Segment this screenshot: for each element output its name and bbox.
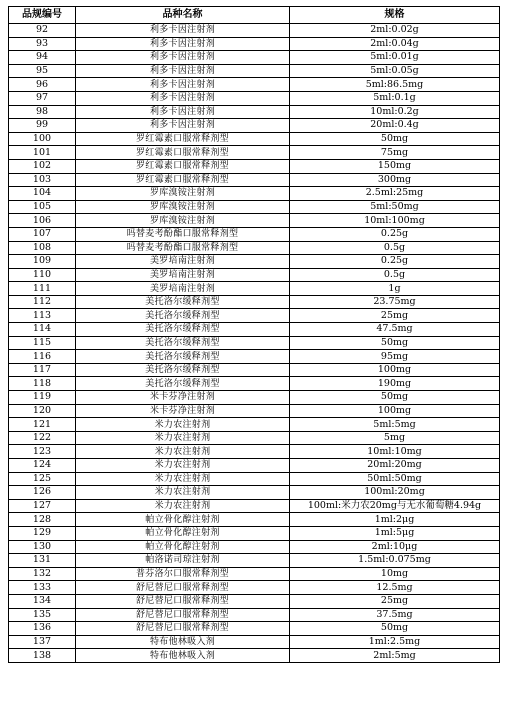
table-row <box>9 649 500 663</box>
cell-name: 利多卡因注射剂 <box>76 24 290 38</box>
cell-spec: 10ml:0.2g <box>290 105 500 119</box>
table-row <box>9 581 500 595</box>
cell-name: 特布他林吸入剂 <box>76 649 290 663</box>
cell-spec: 1g <box>290 282 500 296</box>
cell-spec: 5ml:0.05g <box>290 64 500 78</box>
cell-spec: 2.5ml:25mg <box>290 187 500 201</box>
table-row <box>9 567 500 581</box>
cell-code: 123 <box>9 445 76 459</box>
cell-name: 舒尼替尼口服常释剂型 <box>76 608 290 622</box>
cell-spec: 37.5mg <box>290 608 500 622</box>
cell-name: 罗库溴铵注射剂 <box>76 200 290 214</box>
table-row <box>9 146 500 160</box>
cell-name: 美罗培南注射剂 <box>76 282 290 296</box>
table-row <box>9 173 500 187</box>
cell-code: 134 <box>9 594 76 608</box>
cell-code: 131 <box>9 554 76 568</box>
cell-spec: 0.25g <box>290 227 500 241</box>
cell-code: 121 <box>9 418 76 432</box>
cell-code: 95 <box>9 64 76 78</box>
cell-spec: 5ml:86.5mg <box>290 78 500 92</box>
cell-spec: 25mg <box>290 594 500 608</box>
cell-name: 美托洛尔缓释剂型 <box>76 295 290 309</box>
table-row <box>9 472 500 486</box>
cell-name: 美托洛尔缓释剂型 <box>76 363 290 377</box>
cell-spec: 5ml:5mg <box>290 418 500 432</box>
cell-code: 113 <box>9 309 76 323</box>
cell-spec: 5mg <box>290 431 500 445</box>
cell-name: 帕洛诺司琼注射剂 <box>76 554 290 568</box>
cell-spec: 1.5ml:0.075mg <box>290 554 500 568</box>
cell-code: 136 <box>9 622 76 636</box>
cell-spec: 10ml:100mg <box>290 214 500 228</box>
cell-spec: 1ml:2.5mg <box>290 635 500 649</box>
table-row <box>9 64 500 78</box>
cell-code: 94 <box>9 51 76 65</box>
cell-code: 127 <box>9 499 76 513</box>
cell-spec: 100mg <box>290 363 500 377</box>
table-row <box>9 214 500 228</box>
table-row <box>9 91 500 105</box>
cell-spec: 50mg <box>290 132 500 146</box>
table-row <box>9 159 500 173</box>
table-row <box>9 459 500 473</box>
cell-code: 124 <box>9 459 76 473</box>
table-row <box>9 486 500 500</box>
cell-spec: 2ml:0.04g <box>290 37 500 51</box>
cell-name: 美罗培南注射剂 <box>76 268 290 282</box>
cell-spec: 47.5mg <box>290 323 500 337</box>
cell-spec: 95mg <box>290 350 500 364</box>
cell-name: 米卡芬净注射剂 <box>76 391 290 405</box>
cell-code: 119 <box>9 391 76 405</box>
header-name: 品种名称 <box>76 7 290 24</box>
table-row <box>9 391 500 405</box>
cell-code: 129 <box>9 526 76 540</box>
cell-spec: 5ml:0.1g <box>290 91 500 105</box>
cell-spec: 0.25g <box>290 255 500 269</box>
cell-code: 132 <box>9 567 76 581</box>
cell-spec: 10mg <box>290 567 500 581</box>
cell-spec: 5ml:50mg <box>290 200 500 214</box>
drug-spec-table <box>8 6 500 663</box>
cell-spec: 100ml:20mg <box>290 486 500 500</box>
cell-name: 美托洛尔缓释剂型 <box>76 323 290 337</box>
cell-code: 96 <box>9 78 76 92</box>
cell-spec: 50ml:50mg <box>290 472 500 486</box>
table-row <box>9 513 500 527</box>
table-row <box>9 526 500 540</box>
table-row <box>9 187 500 201</box>
cell-code: 126 <box>9 486 76 500</box>
cell-name: 米卡芬净注射剂 <box>76 404 290 418</box>
table-row <box>9 255 500 269</box>
cell-spec: 1ml:5μg <box>290 526 500 540</box>
cell-spec: 1ml:2μg <box>290 513 500 527</box>
table-row <box>9 540 500 554</box>
table-row <box>9 404 500 418</box>
cell-spec: 75mg <box>290 146 500 160</box>
table-row <box>9 594 500 608</box>
cell-name: 米力农注射剂 <box>76 486 290 500</box>
table-row <box>9 37 500 51</box>
cell-name: 普芬洛尔口服常释剂型 <box>76 567 290 581</box>
cell-code: 108 <box>9 241 76 255</box>
header-spec: 规格 <box>290 7 500 24</box>
cell-name: 利多卡因注射剂 <box>76 91 290 105</box>
cell-code: 99 <box>9 119 76 133</box>
cell-code: 110 <box>9 268 76 282</box>
cell-name: 利多卡因注射剂 <box>76 78 290 92</box>
table-row <box>9 227 500 241</box>
table-row <box>9 554 500 568</box>
cell-name: 舒尼替尼口服常释剂型 <box>76 581 290 595</box>
cell-code: 100 <box>9 132 76 146</box>
table-body <box>9 24 500 663</box>
cell-name: 米力农注射剂 <box>76 459 290 473</box>
cell-code: 114 <box>9 323 76 337</box>
table-row <box>9 309 500 323</box>
cell-name: 美托洛尔缓释剂型 <box>76 336 290 350</box>
cell-name: 美托洛尔缓释剂型 <box>76 350 290 364</box>
cell-name: 舒尼替尼口服常释剂型 <box>76 622 290 636</box>
table-row <box>9 377 500 391</box>
cell-name: 利多卡因注射剂 <box>76 105 290 119</box>
cell-name: 利多卡因注射剂 <box>76 51 290 65</box>
cell-spec: 20ml:0.4g <box>290 119 500 133</box>
table-row <box>9 24 500 38</box>
drug-spec-table-sheet <box>8 6 499 663</box>
cell-spec: 10ml:10mg <box>290 445 500 459</box>
cell-name: 美托洛尔缓释剂型 <box>76 377 290 391</box>
cell-code: 112 <box>9 295 76 309</box>
cell-spec: 50mg <box>290 336 500 350</box>
cell-code: 133 <box>9 581 76 595</box>
table-row <box>9 635 500 649</box>
cell-code: 111 <box>9 282 76 296</box>
cell-name: 罗红霉素口服常释剂型 <box>76 146 290 160</box>
cell-code: 130 <box>9 540 76 554</box>
cell-name: 吗替麦考酚酯口服常释剂型 <box>76 241 290 255</box>
cell-name: 罗库溴铵注射剂 <box>76 214 290 228</box>
table-row <box>9 336 500 350</box>
cell-name: 罗红霉素口服常释剂型 <box>76 132 290 146</box>
cell-spec: 20ml:20mg <box>290 459 500 473</box>
cell-spec: 190mg <box>290 377 500 391</box>
cell-spec: 25mg <box>290 309 500 323</box>
cell-spec: 2ml:0.02g <box>290 24 500 38</box>
table-row <box>9 445 500 459</box>
cell-spec: 2ml:10μg <box>290 540 500 554</box>
cell-code: 105 <box>9 200 76 214</box>
table-row <box>9 499 500 513</box>
cell-code: 109 <box>9 255 76 269</box>
cell-code: 101 <box>9 146 76 160</box>
cell-code: 137 <box>9 635 76 649</box>
cell-code: 106 <box>9 214 76 228</box>
cell-name: 米力农注射剂 <box>76 499 290 513</box>
cell-spec: 0.5g <box>290 268 500 282</box>
cell-name: 米力农注射剂 <box>76 445 290 459</box>
cell-spec: 300mg <box>290 173 500 187</box>
table-row <box>9 105 500 119</box>
cell-name: 帕立骨化醇注射剂 <box>76 513 290 527</box>
cell-name: 美罗培南注射剂 <box>76 255 290 269</box>
table-header <box>9 7 500 24</box>
cell-name: 特布他林吸入剂 <box>76 635 290 649</box>
cell-code: 117 <box>9 363 76 377</box>
cell-code: 122 <box>9 431 76 445</box>
cell-spec: 150mg <box>290 159 500 173</box>
cell-name: 利多卡因注射剂 <box>76 64 290 78</box>
cell-code: 104 <box>9 187 76 201</box>
cell-name: 米力农注射剂 <box>76 418 290 432</box>
cell-name: 帕立骨化醇注射剂 <box>76 526 290 540</box>
header-row <box>9 7 500 24</box>
cell-spec: 12.5mg <box>290 581 500 595</box>
cell-name: 舒尼替尼口服常释剂型 <box>76 594 290 608</box>
cell-code: 107 <box>9 227 76 241</box>
cell-code: 103 <box>9 173 76 187</box>
cell-name: 罗库溴铵注射剂 <box>76 187 290 201</box>
table-row <box>9 282 500 296</box>
cell-code: 102 <box>9 159 76 173</box>
cell-spec: 100ml:米力农20mg与无水葡萄糖4.94g <box>290 499 500 513</box>
cell-code: 138 <box>9 649 76 663</box>
table-row <box>9 622 500 636</box>
cell-code: 98 <box>9 105 76 119</box>
cell-spec: 0.5g <box>290 241 500 255</box>
table-row <box>9 431 500 445</box>
table-row <box>9 350 500 364</box>
cell-spec: 50mg <box>290 622 500 636</box>
cell-name: 米力农注射剂 <box>76 431 290 445</box>
table-row <box>9 363 500 377</box>
table-row <box>9 200 500 214</box>
table-row <box>9 295 500 309</box>
table-row <box>9 268 500 282</box>
cell-name: 吗替麦考酚酯口服常释剂型 <box>76 227 290 241</box>
cell-name: 米力农注射剂 <box>76 472 290 486</box>
cell-name: 罗红霉素口服常释剂型 <box>76 159 290 173</box>
cell-spec: 50mg <box>290 391 500 405</box>
cell-name: 利多卡因注射剂 <box>76 37 290 51</box>
cell-code: 120 <box>9 404 76 418</box>
cell-name: 帕立骨化醇注射剂 <box>76 540 290 554</box>
cell-code: 116 <box>9 350 76 364</box>
cell-code: 97 <box>9 91 76 105</box>
cell-code: 118 <box>9 377 76 391</box>
cell-spec: 100mg <box>290 404 500 418</box>
table-row <box>9 132 500 146</box>
cell-name: 美托洛尔缓释剂型 <box>76 309 290 323</box>
cell-code: 92 <box>9 24 76 38</box>
table-row <box>9 78 500 92</box>
cell-code: 115 <box>9 336 76 350</box>
cell-name: 利多卡因注射剂 <box>76 119 290 133</box>
cell-code: 93 <box>9 37 76 51</box>
cell-code: 135 <box>9 608 76 622</box>
table-row <box>9 323 500 337</box>
table-row <box>9 418 500 432</box>
cell-name: 罗红霉素口服常释剂型 <box>76 173 290 187</box>
table-row <box>9 241 500 255</box>
cell-spec: 23.75mg <box>290 295 500 309</box>
table-row <box>9 608 500 622</box>
cell-spec: 2ml:5mg <box>290 649 500 663</box>
cell-code: 125 <box>9 472 76 486</box>
header-code: 品规编号 <box>9 7 76 24</box>
table-row <box>9 51 500 65</box>
cell-spec: 5ml:0.01g <box>290 51 500 65</box>
table-row <box>9 119 500 133</box>
cell-code: 128 <box>9 513 76 527</box>
